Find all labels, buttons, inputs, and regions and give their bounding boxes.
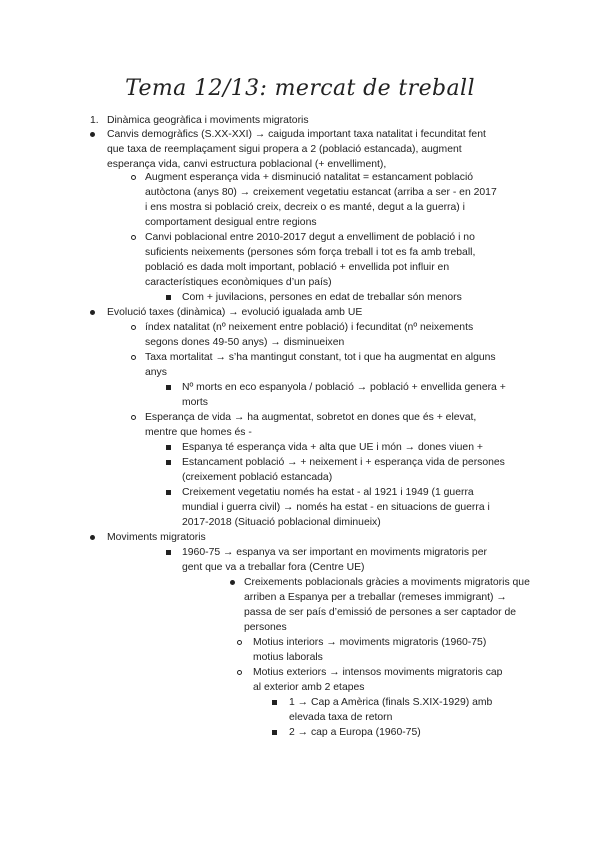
list-item: esperança vida, canvi estructura poblacional (+ envelliment), bbox=[107, 159, 387, 170]
list-item: població es dada molt important, població + envellida pot influir en bbox=[145, 262, 450, 273]
list-item: Canvi poblacional entre 2010-2017 degut a envelliment de població i no bbox=[145, 232, 475, 243]
bullet-dot bbox=[90, 132, 95, 137]
list-item: índex natalitat (nº neixement entre població) i fecunditat (nº neixements bbox=[145, 322, 474, 333]
bullet-circle bbox=[131, 325, 136, 330]
bullet-square bbox=[166, 445, 171, 450]
list-item: al exterior amb 2 etapes bbox=[253, 682, 365, 693]
list-item: suficients neixements (persones sóm força treball i tot es fa amb treball, bbox=[145, 247, 476, 258]
list-item: Com + juvilacions, persones en edat de treballar són menors bbox=[182, 292, 462, 303]
bullet-circle bbox=[237, 640, 242, 645]
list-item: Canvis demogràfics (S.XX-XXI) → caiguda important taxa natalitat i fecunditat fent bbox=[107, 129, 486, 140]
list-item: Moviments migratoris bbox=[107, 532, 206, 543]
bullet-square bbox=[166, 460, 171, 465]
bullet-square bbox=[166, 490, 171, 495]
bullet-square bbox=[272, 730, 277, 735]
bullet-square bbox=[166, 550, 171, 555]
list-item: anys bbox=[145, 367, 167, 378]
bullet-circle bbox=[131, 355, 136, 360]
bullet-square bbox=[166, 295, 171, 300]
list-item: Motius exteriors → intensos moviments migratoris cap bbox=[253, 667, 503, 678]
list-item: Nº morts en eco espanyola / població → població + envellida genera + bbox=[182, 382, 506, 393]
bullet-dot bbox=[90, 535, 95, 540]
list-item: comportament desigual entre regions bbox=[145, 217, 317, 228]
list-item: segons dones 49-50 anys) → disminueixen bbox=[145, 337, 345, 348]
section-heading: Dinàmica geogràfica i moviments migratoris bbox=[107, 115, 309, 126]
bullet-dot bbox=[90, 310, 95, 315]
list-item: 1 → Cap a Amèrica (finals S.XIX-1929) amb bbox=[289, 697, 493, 708]
list-item: Evolució taxes (dinàmica) → evolució igualada amb UE bbox=[107, 307, 363, 318]
list-item: Motius interiors → moviments migratoris (1960-75) bbox=[253, 637, 487, 648]
list-item: elevada taxa de retorn bbox=[289, 712, 393, 723]
list-item: Creixements poblacionals gràcies a moviments migratoris que bbox=[244, 577, 530, 588]
list-item: Creixement vegetatiu només ha estat - al 1921 i 1949 (1 guerra bbox=[182, 487, 474, 498]
bullet-circle bbox=[131, 235, 136, 240]
list-item: 1960-75 → espanya va ser important en moviments migratoris per bbox=[182, 547, 487, 558]
list-item: motius laborals bbox=[253, 652, 323, 663]
list-item: persones bbox=[244, 622, 287, 633]
list-item: característiques econòmiques d’un país) bbox=[145, 277, 332, 288]
list-item: passa de ser país d’emissió de persones a ser captador de bbox=[244, 607, 517, 618]
list-item: gent que va a treballar fora (Centre UE) bbox=[182, 562, 365, 573]
bullet-circle bbox=[131, 415, 136, 420]
page-title: Tema 12/13: mercat de treball bbox=[125, 76, 475, 101]
bullet-dot bbox=[230, 580, 235, 585]
list-item: Estancament població → + neixement i + esperança vida de persones bbox=[182, 457, 505, 468]
list-item: 2017-2018 (Situació poblacional diminueix) bbox=[182, 517, 381, 528]
bullet-square bbox=[272, 700, 277, 705]
list-item: 2 → cap a Europa (1960-75) bbox=[289, 727, 421, 738]
list-item: autòctona (anys 80) → creixement vegetatiu estancat (arriba a ser - en 2017 bbox=[145, 187, 497, 198]
list-item: Esperança de vida → ha augmentat, sobretot en dones que és + elevat, bbox=[145, 412, 477, 423]
list-item: i ens mostra si població creix, decreix o es manté, degut a la guerra) i bbox=[145, 202, 465, 213]
list-number: 1. bbox=[90, 115, 99, 126]
bullet-square bbox=[166, 385, 171, 390]
list-item: morts bbox=[182, 397, 208, 408]
list-item: (creixement població estancada) bbox=[182, 472, 333, 483]
list-item: Espanya té esperança vida + alta que UE i món → dones viuen + bbox=[182, 442, 483, 453]
list-item: Taxa mortalitat → s’ha mantingut constant, tot i que ha augmentat en alguns bbox=[145, 352, 496, 363]
bullet-circle bbox=[131, 175, 136, 180]
list-item: mundial i guerra civil) → només ha estat - en situacions de guerra i bbox=[182, 502, 490, 513]
list-item: que taxa de reemplaçament sigui propera a 2 (població estancada), augment bbox=[107, 144, 462, 155]
list-item: arriben a Espanya per a treballar (remeses immigrant) → bbox=[244, 592, 507, 603]
list-item: mentre que homes és - bbox=[145, 427, 252, 438]
bullet-circle bbox=[237, 670, 242, 675]
list-item: Augment esperança vida + disminució natalitat = estancament població bbox=[145, 172, 474, 183]
